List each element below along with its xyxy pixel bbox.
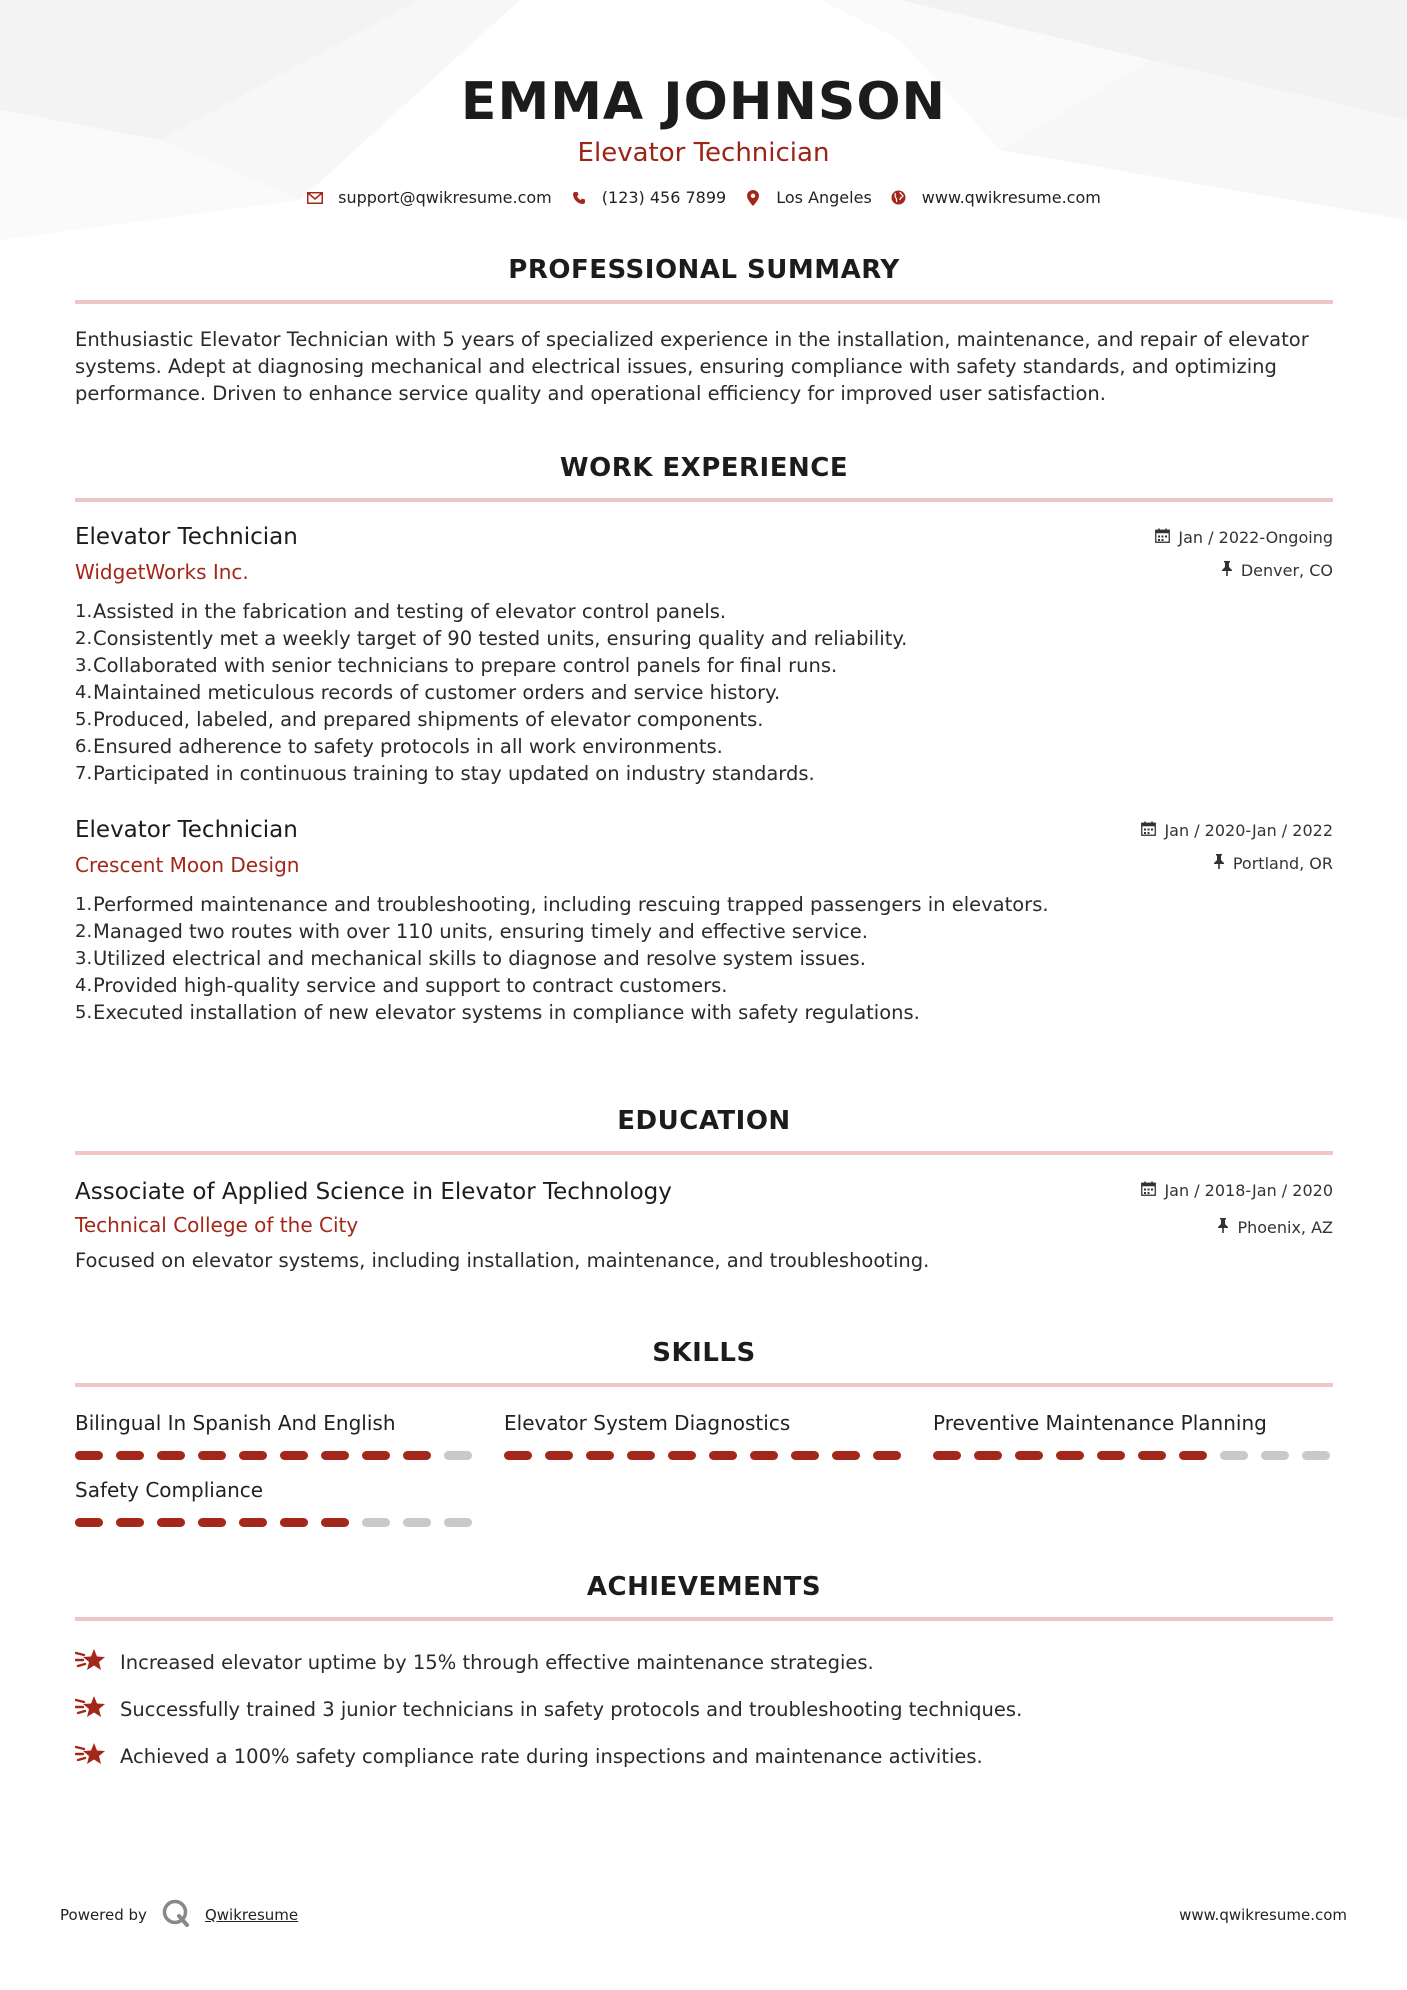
skill-segment-filled: [116, 1451, 144, 1460]
education-date: [1141, 1181, 1333, 1200]
date-text: Jan / 2022-Ongoing: [1178, 528, 1333, 547]
skill-name: Safety Compliance: [75, 1478, 264, 1502]
section-divider: [75, 1383, 1333, 1387]
contact-bar: [0, 188, 1407, 207]
skill-segment-empty: [1302, 1451, 1330, 1460]
email-text: support@qwikresume.com: [338, 188, 552, 207]
achievement-text: Increased elevator uptime by 15% through effective maintenance strategies.: [120, 1650, 874, 1674]
section-divider: [75, 498, 1333, 502]
summary-text: Enthusiastic Elevator Technician with 5 years of specialized experience in the installation, maintenance, and repair of elevator systems. Adept at diagnosing mechanical and electrical issues, ensuring compliance with safety standards, and optimizing performance. Driven to enhance service quality and operational efficiency for improved user satisfaction.: [75, 328, 1309, 405]
skills-grid: [75, 1409, 1333, 1527]
calendar-icon: [1141, 1181, 1156, 1200]
skill-segment-filled: [75, 1451, 103, 1460]
job-bullets: [75, 598, 1333, 787]
skill-segment-empty: [403, 1518, 431, 1527]
list-item: [75, 1694, 1333, 1724]
job-date: [1155, 528, 1333, 547]
globe-icon: [890, 189, 908, 207]
list-item: 5. Produced, labeled, and prepared shipments of elevator components.: [75, 708, 764, 731]
contact-location: [744, 188, 872, 207]
resume-header: [0, 70, 1407, 207]
contact-phone[interactable]: [570, 188, 726, 207]
education-description: Focused on elevator systems, including installation, maintenance, and troubleshooting.: [75, 1249, 930, 1272]
shooting-star-icon: [75, 1647, 106, 1677]
skill-level-bar: [504, 1451, 904, 1460]
location-text: Portland, OR: [1232, 854, 1333, 873]
skill-segment-filled: [974, 1451, 1002, 1460]
job-location: [1221, 561, 1333, 580]
powered-by-label: Powered by: [60, 1906, 147, 1924]
date-text: Jan / 2018-Jan / 2020: [1164, 1181, 1333, 1200]
skill-segment-filled: [239, 1518, 267, 1527]
education-location: [1217, 1218, 1333, 1237]
skill-segment-filled: [198, 1451, 226, 1460]
skill-name: Elevator System Diagnostics: [504, 1411, 791, 1435]
skill-segment-filled: [280, 1518, 308, 1527]
pushpin-icon: [1213, 854, 1225, 873]
section-divider: [75, 1151, 1333, 1155]
list-item: 5. Executed installation of new elevator systems in compliance with safety regulations.: [75, 1001, 920, 1024]
candidate-title: Elevator Technician: [577, 138, 830, 168]
phone-icon: [570, 189, 588, 207]
phone-text: (123) 456 7899: [601, 188, 727, 207]
education-entry: [75, 1177, 1333, 1274]
skill-segment-filled: [1097, 1451, 1125, 1460]
contact-email[interactable]: [306, 188, 552, 207]
skill-segment-filled: [933, 1451, 961, 1460]
skill-segment-filled: [586, 1451, 614, 1460]
job-entry: [75, 522, 1333, 787]
experience-section: [75, 451, 1333, 1026]
skill-segment-filled: [627, 1451, 655, 1460]
calendar-icon: [1155, 528, 1170, 547]
skill-segment-filled: [1179, 1451, 1207, 1460]
experience-heading: WORK EXPERIENCE: [559, 453, 849, 483]
skill-segment-filled: [321, 1518, 349, 1527]
achievement-text: Successfully trained 3 junior technicians in safety protocols and troubleshooting techniques.: [120, 1697, 1023, 1721]
skills-heading: SKILLS: [652, 1338, 756, 1368]
skill-segment-filled: [1138, 1451, 1166, 1460]
list-item: 7. Participated in continuous training to stay updated on industry standards.: [75, 762, 815, 785]
skill-segment-filled: [116, 1518, 144, 1527]
job-bullets: [75, 891, 1333, 1026]
powered-by: [60, 1898, 298, 1932]
pushpin-icon: [1217, 1218, 1229, 1237]
skill-segment-filled: [791, 1451, 819, 1460]
skill-segment-filled: [280, 1451, 308, 1460]
skills-section: [75, 1336, 1333, 1527]
skill-segment-filled: [545, 1451, 573, 1460]
contact-website[interactable]: [890, 188, 1101, 207]
calendar-icon: [1141, 821, 1156, 840]
skill-item: [933, 1409, 1333, 1460]
envelope-icon: [306, 189, 324, 207]
skill-segment-filled: [321, 1451, 349, 1460]
job-location: [1213, 854, 1333, 873]
pushpin-icon: [1221, 561, 1233, 580]
footer-url[interactable]: www.qwikresume.com: [1179, 1906, 1347, 1924]
skill-segment-filled: [362, 1451, 390, 1460]
skill-segment-filled: [239, 1451, 267, 1460]
degree-title: Associate of Applied Science in Elevator Technology: [75, 1179, 672, 1205]
skill-name: Bilingual In Spanish And English: [75, 1411, 396, 1435]
location-text: Los Angeles: [776, 188, 872, 207]
skill-segment-empty: [444, 1518, 472, 1527]
summary-section: [75, 253, 1333, 407]
education-heading: EDUCATION: [617, 1106, 791, 1136]
list-item: 1. Performed maintenance and troubleshooting, including rescuing trapped passengers in elevators.: [75, 893, 1049, 916]
skill-item: [75, 1476, 475, 1527]
skill-segment-filled: [504, 1451, 532, 1460]
skill-segment-filled: [832, 1451, 860, 1460]
skill-segment-empty: [444, 1451, 472, 1460]
brand-link[interactable]: Qwikresume: [204, 1906, 299, 1924]
job-title: Elevator Technician: [75, 524, 298, 550]
skill-segment-filled: [709, 1451, 737, 1460]
shooting-star-icon: [75, 1741, 106, 1771]
achievements-section: [75, 1570, 1333, 1788]
skill-item: [75, 1409, 475, 1460]
list-item: 4. Maintained meticulous records of customer orders and service history.: [75, 681, 781, 704]
skill-segment-empty: [1261, 1451, 1289, 1460]
location-text: Denver, CO: [1240, 561, 1333, 580]
company-name: WidgetWorks Inc.: [75, 560, 249, 584]
skill-segment-filled: [668, 1451, 696, 1460]
skill-level-bar: [933, 1451, 1333, 1460]
list-item: [75, 1647, 1333, 1677]
map-pin-icon: [744, 189, 762, 207]
achievement-text: Achieved a 100% safety compliance rate during inspections and maintenance activities.: [120, 1744, 983, 1768]
job-date: [1141, 821, 1333, 840]
summary-heading: PROFESSIONAL SUMMARY: [508, 255, 900, 285]
qwikresume-logo-icon: [161, 1898, 191, 1932]
list-item: [75, 1741, 1333, 1771]
page-footer: [60, 1898, 1347, 1932]
company-name: Crescent Moon Design: [75, 853, 300, 877]
skill-segment-filled: [157, 1518, 185, 1527]
skill-level-bar: [75, 1451, 475, 1460]
skill-level-bar: [75, 1518, 475, 1527]
list-item: 1. Assisted in the fabrication and testing of elevator control panels.: [75, 600, 727, 623]
website-text: www.qwikresume.com: [921, 188, 1101, 207]
date-text: Jan / 2020-Jan / 2022: [1164, 821, 1333, 840]
job-entry: [75, 815, 1333, 1026]
skill-segment-filled: [198, 1518, 226, 1527]
section-divider: [75, 1617, 1333, 1621]
skill-name: Preventive Maintenance Planning: [933, 1411, 1267, 1435]
job-title: Elevator Technician: [75, 817, 298, 843]
skill-segment-filled: [403, 1451, 431, 1460]
education-section: [75, 1104, 1333, 1274]
shooting-star-icon: [75, 1694, 106, 1724]
skill-segment-filled: [75, 1518, 103, 1527]
section-divider: [75, 300, 1333, 304]
school-name: Technical College of the City: [75, 1213, 359, 1237]
list-item: 2. Managed two routes with over 110 units, ensuring timely and effective service.: [75, 920, 868, 943]
list-item: 3. Collaborated with senior technicians to prepare control panels for final runs.: [75, 654, 838, 677]
skill-segment-empty: [1220, 1451, 1248, 1460]
candidate-name: EMMA JOHNSON: [460, 72, 947, 132]
list-item: 3. Utilized electrical and mechanical skills to diagnose and resolve system issues.: [75, 947, 866, 970]
skill-item: [504, 1409, 904, 1460]
skill-segment-filled: [873, 1451, 901, 1460]
achievements-list: [75, 1647, 1333, 1771]
location-text: Phoenix, AZ: [1237, 1218, 1333, 1237]
skill-segment-filled: [750, 1451, 778, 1460]
achievements-heading: ACHIEVEMENTS: [586, 1572, 822, 1602]
list-item: 4. Provided high-quality service and support to contract customers.: [75, 974, 728, 997]
skill-segment-empty: [362, 1518, 390, 1527]
skill-segment-filled: [157, 1451, 185, 1460]
list-item: 6. Ensured adherence to safety protocols in all work environments.: [75, 735, 723, 758]
skill-segment-filled: [1056, 1451, 1084, 1460]
list-item: 2. Consistently met a weekly target of 90 tested units, ensuring quality and reliability.: [75, 627, 908, 650]
skill-segment-filled: [1015, 1451, 1043, 1460]
